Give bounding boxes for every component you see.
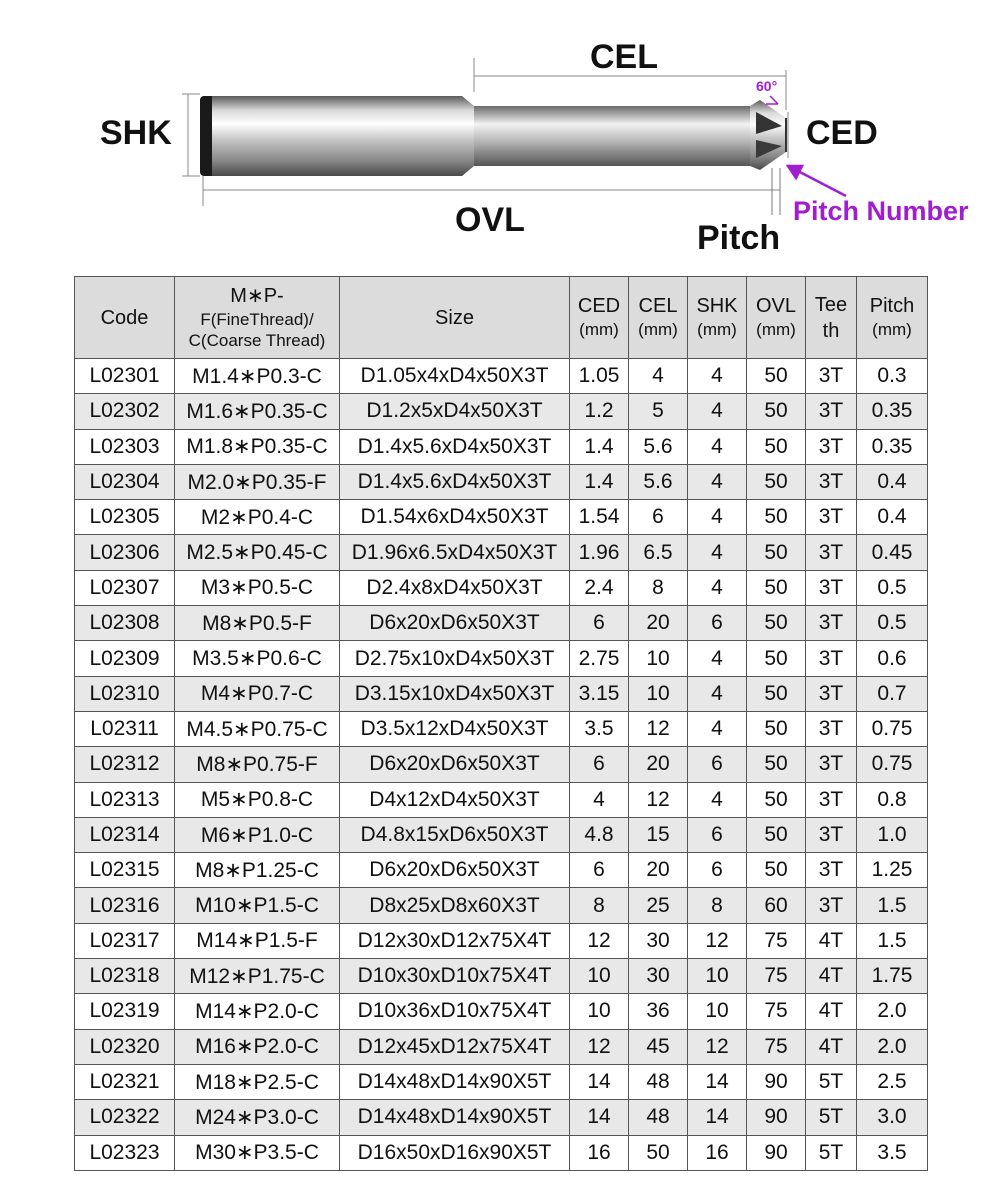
cell-pitch: 1.5 — [857, 923, 928, 958]
cell-ced: 2.4 — [570, 570, 629, 605]
cell-shk: 14 — [688, 1064, 747, 1099]
col-header-mp: M∗P- F(FineThread)/ C(Coarse Thread) — [175, 277, 340, 359]
cell-pitch: 0.6 — [857, 641, 928, 676]
shank — [200, 96, 474, 176]
cell-pitch: 0.35 — [857, 394, 928, 429]
cell-cel: 6 — [629, 500, 688, 535]
cell-thread-spec: M14∗P1.5-F — [175, 923, 340, 958]
cell-size: D3.5x12xD4x50X3T — [340, 711, 570, 746]
cell-shk: 12 — [688, 923, 747, 958]
cell-thread-spec: M3∗P0.5-C — [175, 570, 340, 605]
cell-ovl: 50 — [747, 641, 806, 676]
cell-cel: 5.6 — [629, 464, 688, 499]
cell-size: D1.96x6.5xD4x50X3T — [340, 535, 570, 570]
cell-shk: 16 — [688, 1135, 747, 1170]
cell-size: D3.15x10xD4x50X3T — [340, 676, 570, 711]
cell-ced: 6 — [570, 853, 629, 888]
cell-code: L02311 — [75, 711, 175, 746]
cell-ovl: 50 — [747, 747, 806, 782]
cell-shk: 8 — [688, 888, 747, 923]
cell-thread-spec: M3.5∗P0.6-C — [175, 641, 340, 676]
table-row — [75, 888, 928, 923]
cell-ced: 1.2 — [570, 394, 629, 429]
cell-shk: 4 — [688, 394, 747, 429]
cell-teeth: 3T — [806, 711, 857, 746]
cell-thread-spec: M1.8∗P0.35-C — [175, 429, 340, 464]
pitch-number-arrow — [788, 166, 846, 196]
col-header-ced: CED (mm) — [570, 277, 629, 359]
cell-size: D1.4x5.6xD4x50X3T — [340, 429, 570, 464]
cell-size: D4.8x15xD6x50X3T — [340, 817, 570, 852]
table-row — [75, 782, 928, 817]
ced-label: CED — [806, 114, 878, 152]
cell-teeth: 3T — [806, 500, 857, 535]
cell-pitch: 0.5 — [857, 570, 928, 605]
cell-cel: 6.5 — [629, 535, 688, 570]
cell-shk: 4 — [688, 782, 747, 817]
cell-pitch: 0.8 — [857, 782, 928, 817]
table-body — [75, 359, 928, 1171]
cell-size: D4x12xD4x50X3T — [340, 782, 570, 817]
cell-ovl: 60 — [747, 888, 806, 923]
pitch-number-label: Pitch Number — [793, 196, 969, 226]
cell-shk: 10 — [688, 959, 747, 994]
cell-shk: 4 — [688, 535, 747, 570]
cell-ced: 6 — [570, 747, 629, 782]
cell-ovl: 75 — [747, 994, 806, 1029]
cell-thread-spec: M30∗P3.5-C — [175, 1135, 340, 1170]
cell-ovl: 75 — [747, 959, 806, 994]
cell-size: D1.54x6xD4x50X3T — [340, 500, 570, 535]
cell-teeth: 3T — [806, 394, 857, 429]
cell-shk: 6 — [688, 853, 747, 888]
cutting-head — [750, 100, 786, 170]
col-header-pitch: Pitch (mm) — [857, 277, 928, 359]
table-row — [75, 500, 928, 535]
cell-ced: 4.8 — [570, 817, 629, 852]
cell-thread-spec: M12∗P1.75-C — [175, 959, 340, 994]
cell-code: L02321 — [75, 1064, 175, 1099]
cell-pitch: 0.45 — [857, 535, 928, 570]
cell-code: L02309 — [75, 641, 175, 676]
cell-pitch: 2.0 — [857, 1029, 928, 1064]
cell-teeth: 3T — [806, 535, 857, 570]
cell-size: D12x30xD12x75X4T — [340, 923, 570, 958]
cell-thread-spec: M4∗P0.7-C — [175, 676, 340, 711]
cell-pitch: 0.5 — [857, 606, 928, 641]
table-row — [75, 1064, 928, 1099]
cell-code: L02317 — [75, 923, 175, 958]
cell-ovl: 50 — [747, 535, 806, 570]
cell-ced: 8 — [570, 888, 629, 923]
cell-code: L02308 — [75, 606, 175, 641]
cell-shk: 10 — [688, 994, 747, 1029]
cell-ovl: 90 — [747, 1135, 806, 1170]
cell-size: D6x20xD6x50X3T — [340, 747, 570, 782]
cell-cel: 10 — [629, 676, 688, 711]
cell-ced: 1.05 — [570, 359, 629, 394]
cell-code: L02323 — [75, 1135, 175, 1170]
col-header-ovl: OVL (mm) — [747, 277, 806, 359]
cell-cel: 30 — [629, 959, 688, 994]
cell-pitch: 1.25 — [857, 853, 928, 888]
cell-ced: 10 — [570, 994, 629, 1029]
cel-label: CEL — [590, 38, 658, 76]
cell-teeth: 4T — [806, 959, 857, 994]
cell-code: L02314 — [75, 817, 175, 852]
cell-cel: 8 — [629, 570, 688, 605]
cell-pitch: 1.5 — [857, 888, 928, 923]
cell-pitch: 0.7 — [857, 676, 928, 711]
cell-teeth: 4T — [806, 923, 857, 958]
cell-teeth: 3T — [806, 429, 857, 464]
tool-diagram — [0, 0, 1000, 270]
table-row — [75, 1029, 928, 1064]
cell-ovl: 50 — [747, 500, 806, 535]
cell-shk: 4 — [688, 676, 747, 711]
cell-pitch: 0.3 — [857, 359, 928, 394]
cell-size: D10x36xD10x75X4T — [340, 994, 570, 1029]
cell-size: D1.05x4xD4x50X3T — [340, 359, 570, 394]
table-row — [75, 711, 928, 746]
cell-ovl: 90 — [747, 1100, 806, 1135]
pitch-label: Pitch — [697, 219, 781, 257]
table-row — [75, 429, 928, 464]
cell-code: L02301 — [75, 359, 175, 394]
cell-teeth: 4T — [806, 1029, 857, 1064]
cell-cel: 45 — [629, 1029, 688, 1064]
cell-teeth: 5T — [806, 1135, 857, 1170]
cell-size: D12x45xD12x75X4T — [340, 1029, 570, 1064]
cell-thread-spec: M24∗P3.0-C — [175, 1100, 340, 1135]
table-row — [75, 535, 928, 570]
neck — [474, 106, 750, 166]
cell-thread-spec: M18∗P2.5-C — [175, 1064, 340, 1099]
cell-pitch: 2.0 — [857, 994, 928, 1029]
cell-code: L02310 — [75, 676, 175, 711]
cell-cel: 48 — [629, 1064, 688, 1099]
cell-ced: 4 — [570, 782, 629, 817]
cell-thread-spec: M2.5∗P0.45-C — [175, 535, 340, 570]
cell-teeth: 4T — [806, 994, 857, 1029]
table-header-row — [75, 277, 928, 359]
cell-thread-spec: M8∗P1.25-C — [175, 853, 340, 888]
cell-pitch: 0.4 — [857, 500, 928, 535]
cell-teeth: 5T — [806, 1064, 857, 1099]
cell-size: D14x48xD14x90X5T — [340, 1064, 570, 1099]
cell-thread-spec: M8∗P0.75-F — [175, 747, 340, 782]
cell-pitch: 1.0 — [857, 817, 928, 852]
cell-teeth: 3T — [806, 676, 857, 711]
cell-teeth: 3T — [806, 606, 857, 641]
cell-shk: 4 — [688, 429, 747, 464]
cell-thread-spec: M1.6∗P0.35-C — [175, 394, 340, 429]
table-row — [75, 606, 928, 641]
cell-ovl: 50 — [747, 711, 806, 746]
cell-teeth: 3T — [806, 570, 857, 605]
cell-shk: 12 — [688, 1029, 747, 1064]
table-row — [75, 853, 928, 888]
cell-cel: 25 — [629, 888, 688, 923]
cell-ovl: 90 — [747, 1064, 806, 1099]
cell-ovl: 50 — [747, 464, 806, 499]
cell-cel: 20 — [629, 853, 688, 888]
cell-thread-spec: M6∗P1.0-C — [175, 817, 340, 852]
cell-thread-spec: M16∗P2.0-C — [175, 1029, 340, 1064]
table-row — [75, 570, 928, 605]
cell-ovl: 50 — [747, 394, 806, 429]
cell-code: L02304 — [75, 464, 175, 499]
cell-code: L02320 — [75, 1029, 175, 1064]
cell-thread-spec: M5∗P0.8-C — [175, 782, 340, 817]
cell-pitch: 0.35 — [857, 429, 928, 464]
cell-cel: 4 — [629, 359, 688, 394]
cell-teeth: 3T — [806, 888, 857, 923]
cell-code: L02303 — [75, 429, 175, 464]
cell-code: L02318 — [75, 959, 175, 994]
cell-shk: 4 — [688, 641, 747, 676]
table-row — [75, 817, 928, 852]
cell-ced: 12 — [570, 1029, 629, 1064]
cell-pitch: 1.75 — [857, 959, 928, 994]
cell-ovl: 75 — [747, 1029, 806, 1064]
cell-teeth: 3T — [806, 782, 857, 817]
cell-ced: 1.96 — [570, 535, 629, 570]
cell-cel: 36 — [629, 994, 688, 1029]
col-header-cel: CEL (mm) — [629, 277, 688, 359]
cell-shk: 4 — [688, 464, 747, 499]
ovl-label: OVL — [455, 201, 525, 239]
cell-code: L02322 — [75, 1100, 175, 1135]
cell-ced: 12 — [570, 923, 629, 958]
cell-teeth: 3T — [806, 747, 857, 782]
table-row — [75, 1135, 928, 1170]
cell-size: D16x50xD16x90X5T — [340, 1135, 570, 1170]
cell-shk: 4 — [688, 711, 747, 746]
col-header-size: Size — [340, 277, 570, 359]
cell-pitch: 3.5 — [857, 1135, 928, 1170]
cell-pitch: 0.4 — [857, 464, 928, 499]
table-row — [75, 1100, 928, 1135]
cell-teeth: 5T — [806, 1100, 857, 1135]
cell-shk: 6 — [688, 747, 747, 782]
cell-code: L02313 — [75, 782, 175, 817]
cell-ovl: 50 — [747, 570, 806, 605]
cell-ced: 16 — [570, 1135, 629, 1170]
cell-teeth: 3T — [806, 817, 857, 852]
cell-size: D8x25xD8x60X3T — [340, 888, 570, 923]
cell-size: D10x30xD10x75X4T — [340, 959, 570, 994]
cell-cel: 30 — [629, 923, 688, 958]
cell-code: L02315 — [75, 853, 175, 888]
cell-ced: 14 — [570, 1064, 629, 1099]
cell-pitch: 0.75 — [857, 747, 928, 782]
cell-thread-spec: M2.0∗P0.35-F — [175, 464, 340, 499]
cell-ced: 1.54 — [570, 500, 629, 535]
cell-thread-spec: M2∗P0.4-C — [175, 500, 340, 535]
cell-ovl: 50 — [747, 676, 806, 711]
cell-ced: 1.4 — [570, 429, 629, 464]
cell-ovl: 50 — [747, 782, 806, 817]
cell-teeth: 3T — [806, 359, 857, 394]
cell-cel: 50 — [629, 1135, 688, 1170]
cell-shk: 14 — [688, 1100, 747, 1135]
cell-size: D2.75x10xD4x50X3T — [340, 641, 570, 676]
cell-ovl: 50 — [747, 817, 806, 852]
cell-shk: 6 — [688, 817, 747, 852]
cell-shk: 4 — [688, 500, 747, 535]
cell-size: D6x20xD6x50X3T — [340, 606, 570, 641]
spec-table — [74, 276, 928, 1171]
cell-ovl: 50 — [747, 853, 806, 888]
cell-pitch: 0.75 — [857, 711, 928, 746]
cell-cel: 15 — [629, 817, 688, 852]
cell-size: D1.4x5.6xD4x50X3T — [340, 464, 570, 499]
table-row — [75, 464, 928, 499]
table-row — [75, 641, 928, 676]
cell-ced: 1.4 — [570, 464, 629, 499]
cell-cel: 20 — [629, 747, 688, 782]
table-row — [75, 394, 928, 429]
cell-cel: 20 — [629, 606, 688, 641]
cell-code: L02305 — [75, 500, 175, 535]
table-row — [75, 747, 928, 782]
cell-ovl: 50 — [747, 359, 806, 394]
cell-cel: 12 — [629, 711, 688, 746]
cell-code: L02316 — [75, 888, 175, 923]
cell-ced: 10 — [570, 959, 629, 994]
table-row — [75, 676, 928, 711]
cell-pitch: 3.0 — [857, 1100, 928, 1135]
cell-cel: 5.6 — [629, 429, 688, 464]
cell-size: D6x20xD6x50X3T — [340, 853, 570, 888]
cell-ced: 14 — [570, 1100, 629, 1135]
angle-label: 60° — [756, 78, 778, 94]
table-row — [75, 923, 928, 958]
cell-shk: 4 — [688, 570, 747, 605]
table-row — [75, 359, 928, 394]
cell-shk: 6 — [688, 606, 747, 641]
cell-code: L02306 — [75, 535, 175, 570]
cell-ced: 3.15 — [570, 676, 629, 711]
cell-cel: 48 — [629, 1100, 688, 1135]
cell-teeth: 3T — [806, 853, 857, 888]
cell-ced: 6 — [570, 606, 629, 641]
cell-teeth: 3T — [806, 641, 857, 676]
cell-thread-spec: M1.4∗P0.3-C — [175, 359, 340, 394]
cell-pitch: 2.5 — [857, 1064, 928, 1099]
cell-code: L02319 — [75, 994, 175, 1029]
pitch-marks — [772, 168, 780, 215]
cell-ced: 3.5 — [570, 711, 629, 746]
cell-thread-spec: M10∗P1.5-C — [175, 888, 340, 923]
cell-cel: 10 — [629, 641, 688, 676]
cell-ced: 2.75 — [570, 641, 629, 676]
cell-cel: 5 — [629, 394, 688, 429]
cell-code: L02302 — [75, 394, 175, 429]
cell-size: D14x48xD14x90X5T — [340, 1100, 570, 1135]
angle-marker — [766, 96, 778, 104]
cell-ovl: 50 — [747, 429, 806, 464]
col-header-shk: SHK (mm) — [688, 277, 747, 359]
cell-size: D2.4x8xD4x50X3T — [340, 570, 570, 605]
shk-label: SHK — [100, 114, 172, 152]
cell-shk: 4 — [688, 359, 747, 394]
cell-thread-spec: M14∗P2.0-C — [175, 994, 340, 1029]
table-row — [75, 994, 928, 1029]
col-header-code: Code — [75, 277, 175, 359]
cell-ovl: 50 — [747, 606, 806, 641]
cell-thread-spec: M8∗P0.5-F — [175, 606, 340, 641]
cell-cel: 12 — [629, 782, 688, 817]
cell-code: L02307 — [75, 570, 175, 605]
cell-code: L02312 — [75, 747, 175, 782]
cell-teeth: 3T — [806, 464, 857, 499]
cell-size: D1.2x5xD4x50X3T — [340, 394, 570, 429]
cell-thread-spec: M4.5∗P0.75-C — [175, 711, 340, 746]
col-header-teeth: Tee th — [806, 277, 857, 359]
table-row — [75, 959, 928, 994]
cell-ovl: 75 — [747, 923, 806, 958]
